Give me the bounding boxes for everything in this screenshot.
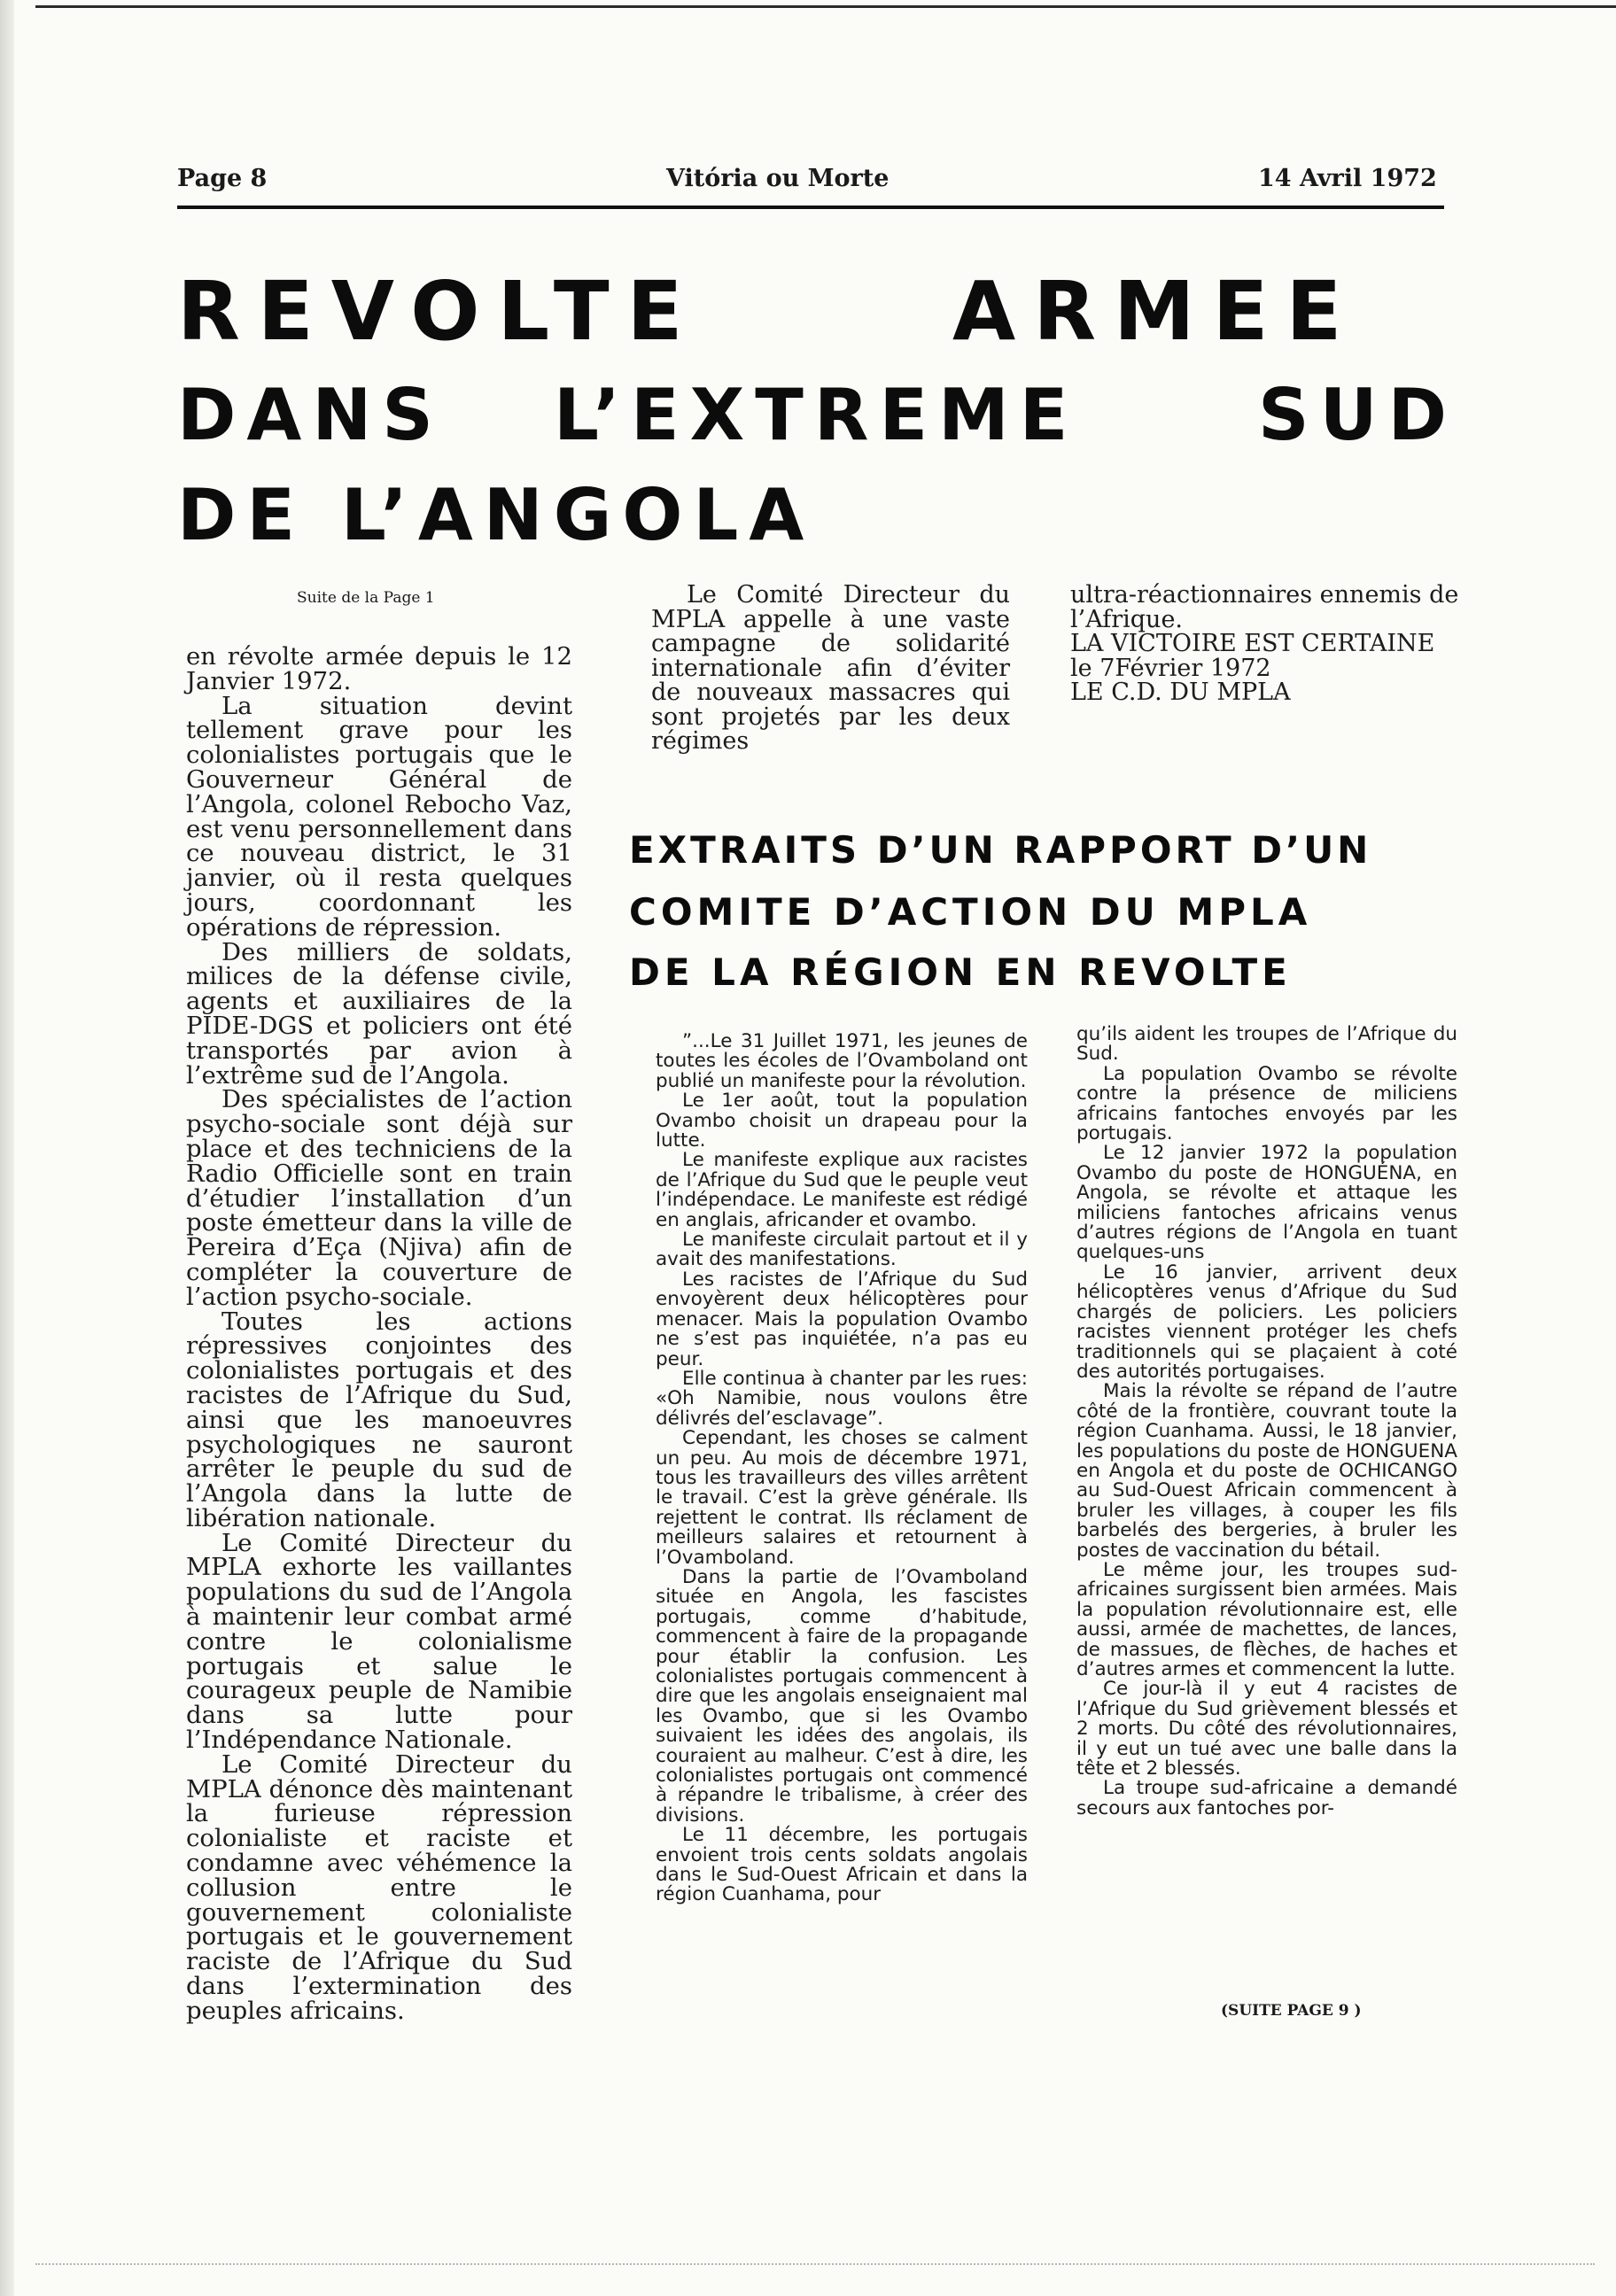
report-title-line3: DE LA RÉGION EN REVOLTE [629, 950, 1292, 994]
article-column-2 [651, 583, 1010, 754]
issue-date: 14 Avril 1972 [1258, 165, 1437, 192]
col3-slogan: LA VICTOIRE EST CERTAINE [1070, 630, 1435, 657]
report-b-para-5: Mais la révolte se répand de l’autre côté de la frontière, couvrant toute la région Cuanhama. Aussi, le 18 janvier, les populations du poste de HONGUENA en Angola et du poste de OCHICANGO au Sud-Ouest Africain commencent à bruler les villages, à couper les fils barbelés des bergeries, à bruler les postes de vaccination du bétail. [1076, 1380, 1457, 1562]
report-a-para-8: Dans la partie de l’Ovamboland située en Angola, les fascistes portugais, comme d’habitude, commencent à faire de la propagande pour établir la confusion. Les colonialistes portugais commencent à dire que les angolais enseignaient mal les Ovambo, que si les Ovambo suivaient les idées des angolais, ils couraient au malheur. C’est à dire, les colonialistes portugais ont commencé à répandre le tribalisme, à créer des divisions. [656, 1565, 1028, 1827]
top-border [35, 5, 1616, 8]
report-a-para-5: Les racistes de l’Afrique du Sud envoyèrent deux hélicoptères pour menacer. Mais la population Ovambo ne s’est pas inquiétée, n’a pas eu peur. [656, 1268, 1028, 1370]
report-b-para-3: Le 12 janvier 1972 la population Ovambo du poste de HONGUÉNA, en Angola, se révolte et attaque les miliciens fantoches africains venus d’autres régions de l’Angola en tuant quelques-uns [1076, 1142, 1457, 1264]
report-b-para-1: qu’ils aident les troupes de l’Afrique du Sud. [1076, 1023, 1457, 1066]
scan-edge-shadow [0, 0, 14, 2296]
report-a-para-4: Le manifeste circulait partout et il y avait des manifestations. [656, 1229, 1028, 1271]
article-column-1 [186, 642, 572, 2025]
report-b-para-6: Le même jour, les troupes sud-africaines surgissent bien armées. Mais la population révolutionnaire est, elle aussi, armée de machettes, de lances, de massues, de flèches, de haches et d’autres armes et commencent la lutte. [1076, 1558, 1457, 1680]
report-a-para-6: Elle continua à chanter par les rues: «Oh Namibie, nous voulons être délivrés del’esclavage”. [656, 1367, 1028, 1430]
col1-para-1: en révolte armée depuis le 12 Janvier 1972. [186, 642, 572, 695]
col1-para-3: Des milliers de soldats, milices de la défense civile, agents et auxiliaires de la PIDE-DGS et policiers ont été transportés par avion à l’extrême sud de l’Angola. [186, 937, 572, 1090]
headline-line1-right: ARMEE [952, 264, 1360, 359]
header-rule [177, 206, 1444, 209]
col1-para-6: Le Comité Directeur du MPLA exhorte les vaillantes populations du sud de l’Angola à maintenir leur combat armé contre le colonialisme portugais et salue le courageux peuple de Namibie dans sa lutte pour l’Indépendance Nationale. [186, 1528, 572, 1755]
col1-para-2: La situation devint tellement grave pour les colonialistes portugais que le Gouverneur Général de l’Angola, colonel Rebocho Vaz, est venu personnellement dans ce nouveau district, le 31 janvier, où il resta quelques jours, coordonnant les opérations de répression. [186, 691, 572, 942]
col1-para-5: Toutes les actions répressives conjointes des colonialistes portugais et des racistes de l’Afrique du Sud, ainsi que les manoeuvres psychologiques ne sauront arrêter le peuple du sud de l’Angola dans la lutte de libération nationale. [186, 1307, 572, 1532]
publication-title: Vitória ou Morte [666, 165, 890, 192]
report-a-para-7: Cependant, les choses se calment un peu. Au mois de décembre 1971, tous les travailleurs des villes arrêtent le travail. C’est la grève générale. Ils rejettent le contrat. Ils réclament de meilleurs salaires et retournent à l’Ovamboland. [656, 1427, 1028, 1569]
report-column-b [1076, 1025, 1457, 1819]
continued-to-note: (SUITE PAGE 9 ) [1221, 2002, 1362, 2020]
headline-line3: DE L’ANGOLA [177, 474, 815, 556]
report-b-para-2: La population Ovambo se révolte contre la présence de miliciens africains fantoches envoyés par les portugais. [1076, 1062, 1457, 1145]
col2-para-1: Le Comité Directeur du MPLA appelle à une vaste campagne de solidarité internationale afin d’éviter de nouveaux massacres qui sont projetés par les deux régimes [651, 581, 1010, 755]
report-b-para-7: Ce jour-là il y eut 4 racistes de l’Afrique du Sud grièvement blessés et 2 morts. Du côté des révolutionnaires, il y eut un tué avec une balle dans la tête et 2 blessés. [1076, 1678, 1457, 1780]
bottom-scan-edge [35, 2263, 1595, 2281]
report-a-para-3: Le manifeste explique aux racistes de l’Afrique du Sud que le peuple veut l’indépendace. Le manifeste est rédigé en anglais, africander et ovambo. [656, 1149, 1028, 1231]
report-b-para-8: La troupe sud-africaine a demandé secours aux fantoches por- [1076, 1777, 1457, 1819]
page-number: Page 8 [177, 165, 268, 192]
report-title-line2: COMITE D’ACTION DU MPLA [629, 890, 1312, 934]
col1-para-4: Des spécialistes de l’action psycho-sociale sont déjà sur place et des techniciens de la Radio Officielle sont en train d’étudier l’installation d’un poste émetteur dans la ville de Pereira d’Eça (Njiva) afin de compléter la couverture de l’action psycho-sociale. [186, 1085, 572, 1311]
headline-line1-left: REVOLTE [177, 264, 701, 359]
col3-signature: LE C.D. DU MPLA [1070, 679, 1291, 706]
col1-para-7: Le Comité Directeur du MPLA dénonce dès maintenant la furieuse répression colonialiste et raciste et condamne avec véhémence la collusion entre le gouvernement colonialiste portugais et le gouvernement raciste de l’Afrique du Sud dans l’extermination des peuples africains. [186, 1749, 572, 2025]
report-column-a [656, 1032, 1028, 1905]
report-a-para-1: ”...Le 31 Juillet 1971, les jeunes de toutes les écoles de l’Ovamboland ont publié un manifeste pour la révolution. [656, 1030, 1028, 1092]
report-a-para-9: Le 11 décembre, les portugais envoient trois cents soldats angolais dans le Sud-Ouest Africain et dans la région Cuanhama, pour [656, 1824, 1028, 1906]
col3-dateline: le 7Février 1972 [1070, 654, 1271, 682]
headline-line2-left: DANS [177, 374, 444, 456]
headline-line2-mid: L’EXTREME [554, 374, 1079, 456]
headline-line2-right: SUD [1258, 374, 1457, 456]
article-column-3 [1070, 583, 1460, 705]
report-b-para-4: Le 16 janvier, arrivent deux hélicoptères venus d’Afrique du Sud chargés de policiers. Les policiers racistes viennent protéger les chefs traditionnels qui se plaçaient à coté des autorités portugaises. [1076, 1260, 1457, 1383]
report-a-para-2: Le 1er août, tout la population Ovambo choisit un drapeau pour la lutte. [656, 1090, 1028, 1152]
report-title-line1: EXTRAITS D’UN RAPPORT D’UN [629, 828, 1372, 872]
continued-from-note: Suite de la Page 1 [297, 589, 435, 607]
col3-para-1: ultra-réactionnaires ennemis de l’Afrique. [1070, 581, 1459, 633]
